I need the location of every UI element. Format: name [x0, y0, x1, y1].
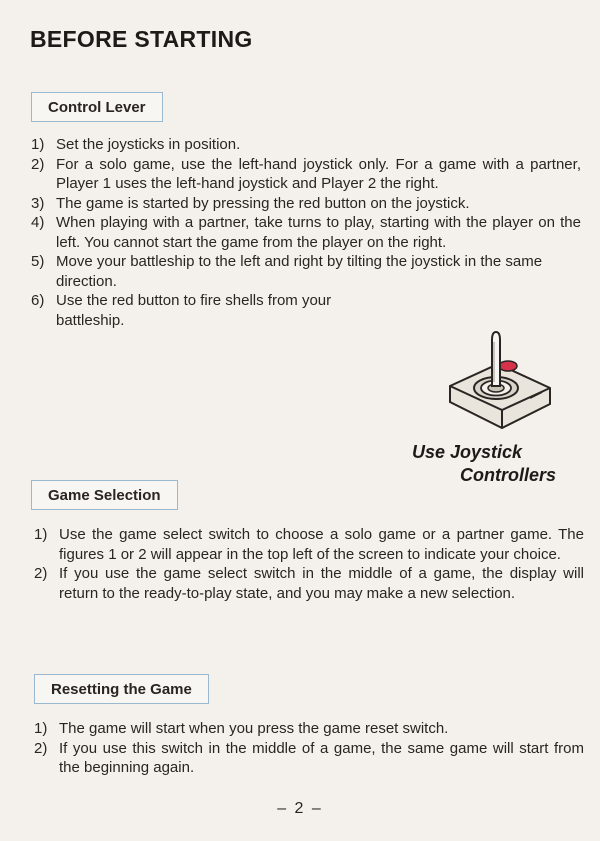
item-number: 2)	[34, 565, 48, 582]
list-item	[34, 525, 584, 564]
item-text: For a solo game, use the left-hand joystick only. For a game with a partner, Player 1 uses the left-hand joystick and Player 2 the right.	[56, 155, 581, 192]
list-item	[31, 252, 581, 291]
caption-line-2: Controllers	[460, 465, 557, 485]
item-number: 2)	[34, 739, 48, 757]
joystick-caption	[412, 441, 556, 487]
section-heading-resetting-the-game: Resetting the Game	[34, 674, 209, 704]
item-number: 1)	[34, 526, 48, 543]
joystick-illustration	[442, 328, 554, 443]
item-number: 4)	[31, 214, 45, 231]
item-number: 1)	[34, 720, 48, 737]
joystick-icon	[442, 328, 554, 438]
resetting-list	[34, 719, 584, 778]
list-item	[31, 155, 581, 194]
game-selection-list	[34, 525, 584, 603]
list-item	[31, 135, 581, 155]
item-text: When playing with a partner, take turns to play, starting with the player on the left. You cannot start the game from the player on the right.	[56, 214, 581, 251]
item-number: 2)	[31, 155, 45, 173]
caption-line-1: Use Joystick	[412, 442, 523, 462]
list-item	[34, 564, 584, 603]
item-text: If you use this switch in the middle of a game, the same game will start from the beginning again.	[59, 739, 584, 776]
page-title: BEFORE STARTING	[30, 26, 253, 52]
list-item	[31, 194, 581, 214]
item-text: Move your battleship to the left and right by tilting the joystick in the same direction.	[56, 253, 543, 290]
control-lever-list	[31, 135, 581, 330]
item-number: 3)	[31, 194, 45, 212]
item-number: 5)	[31, 253, 45, 270]
item-text: The game is started by pressing the red button on the joystick.	[56, 194, 470, 212]
list-item	[34, 719, 584, 739]
list-item	[34, 739, 584, 778]
list-item	[31, 213, 581, 252]
item-text: The game will start when you press the game reset switch.	[59, 720, 449, 737]
item-text: Use the red button to fire shells from your battleship.	[56, 292, 332, 329]
item-number: 6)	[31, 292, 45, 309]
section-heading-control-lever: Control Lever	[31, 92, 163, 122]
list-item	[31, 291, 366, 330]
item-text: Set the joysticks in position.	[56, 136, 241, 153]
item-text: If you use the game select switch in the middle of a game, the display will return to the ready-to-play state, and you may make a new selection.	[59, 565, 584, 602]
section-heading-game-selection: Game Selection	[31, 480, 178, 510]
item-number: 1)	[31, 136, 45, 153]
item-text: Use the game select switch to choose a solo game or a partner game. The figures 1 or 2 will appear in the top left of the screen to indicate your choice.	[59, 526, 584, 563]
page-number: – 2 –	[277, 800, 323, 817]
